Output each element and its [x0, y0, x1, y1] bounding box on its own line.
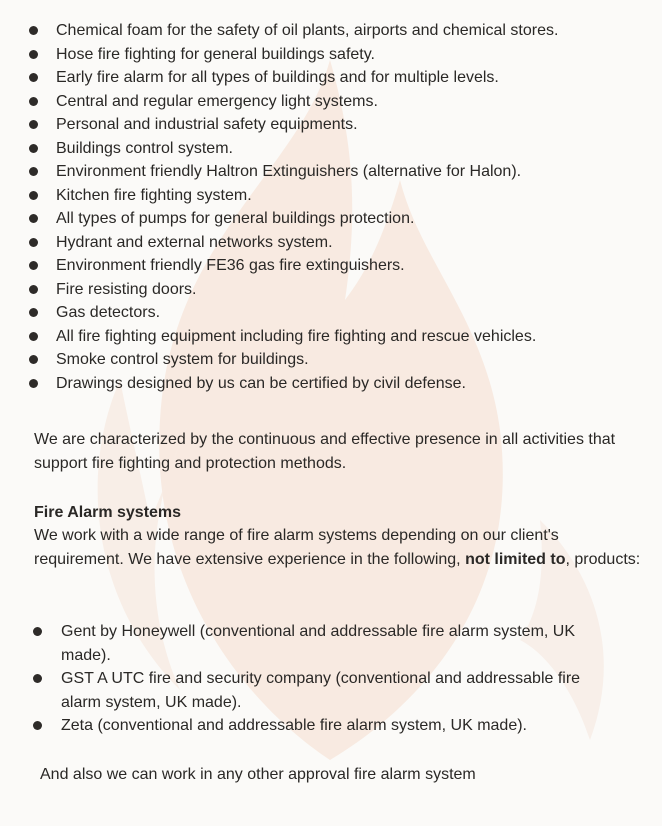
list-item: Fire resisting doors.: [0, 278, 558, 302]
bullet-icon: [29, 144, 38, 153]
bullet-icon: [29, 238, 38, 247]
bullet-icon: [29, 26, 38, 35]
list-item: GST A UTC fire and security company (conventional and addressable fire alarm system, UK made).: [0, 667, 601, 714]
list-item: Zeta (conventional and addressable fire alarm system, UK made).: [0, 714, 601, 738]
list-item: All types of pumps for general buildings protection.: [0, 207, 558, 231]
intro-paragraph: We are characterized by the continuous and effective presence in all activities that support fire fighting and protection methods.: [34, 431, 616, 472]
bullet-icon: [29, 120, 38, 129]
emphasis-text: not limited to: [465, 551, 566, 568]
bullet-icon: [29, 379, 38, 388]
bullet-icon: [29, 285, 38, 294]
list-item: Hydrant and external networks system.: [0, 231, 558, 255]
list-item: Hose fire fighting for general buildings safety.: [0, 43, 558, 67]
list-item: Buildings control system.: [0, 137, 558, 161]
list-item: Personal and industrial safety equipments.: [0, 113, 558, 137]
list-item: Chemical foam for the safety of oil plants, airports and chemical stores.: [0, 19, 558, 43]
bullet-icon: [29, 355, 38, 364]
bullet-icon: [33, 721, 42, 730]
bullet-icon: [29, 308, 38, 317]
list-item: Gent by Honeywell (conventional and addressable fire alarm system, UK made).: [0, 620, 601, 667]
bullet-icon: [29, 97, 38, 106]
services-list: [0, 19, 558, 395]
bullet-icon: [29, 332, 38, 341]
fire-alarm-products-list: [0, 620, 601, 738]
bullet-icon: [29, 261, 38, 270]
bullet-icon: [29, 214, 38, 223]
list-item: Drawings designed by us can be certified by civil defense.: [0, 372, 558, 396]
list-item: Environment friendly FE36 gas fire extinguishers.: [0, 254, 558, 278]
closing-paragraph: And also we can work in any other approval fire alarm system: [40, 766, 476, 783]
list-item: Smoke control system for buildings.: [0, 348, 558, 372]
bullet-icon: [29, 50, 38, 59]
bullet-icon: [33, 627, 42, 636]
list-item: Gas detectors.: [0, 301, 558, 325]
bullet-icon: [29, 167, 38, 176]
list-item: Kitchen fire fighting system.: [0, 184, 558, 208]
fire-alarm-description: We work with a wide range of fire alarm systems depending on our client's requirement. We have extensive experience in the following, not limited to, products:: [34, 527, 641, 568]
list-item: Early fire alarm for all types of buildings and for multiple levels.: [0, 66, 558, 90]
bullet-icon: [29, 191, 38, 200]
bullet-icon: [33, 674, 42, 683]
fire-alarm-heading: Fire Alarm systems: [34, 504, 182, 521]
list-item: Central and regular emergency light systems.: [0, 90, 558, 114]
list-item: Environment friendly Haltron Extinguishers (alternative for Halon).: [0, 160, 558, 184]
bullet-icon: [29, 73, 38, 82]
list-item: All fire fighting equipment including fire fighting and rescue vehicles.: [0, 325, 558, 349]
